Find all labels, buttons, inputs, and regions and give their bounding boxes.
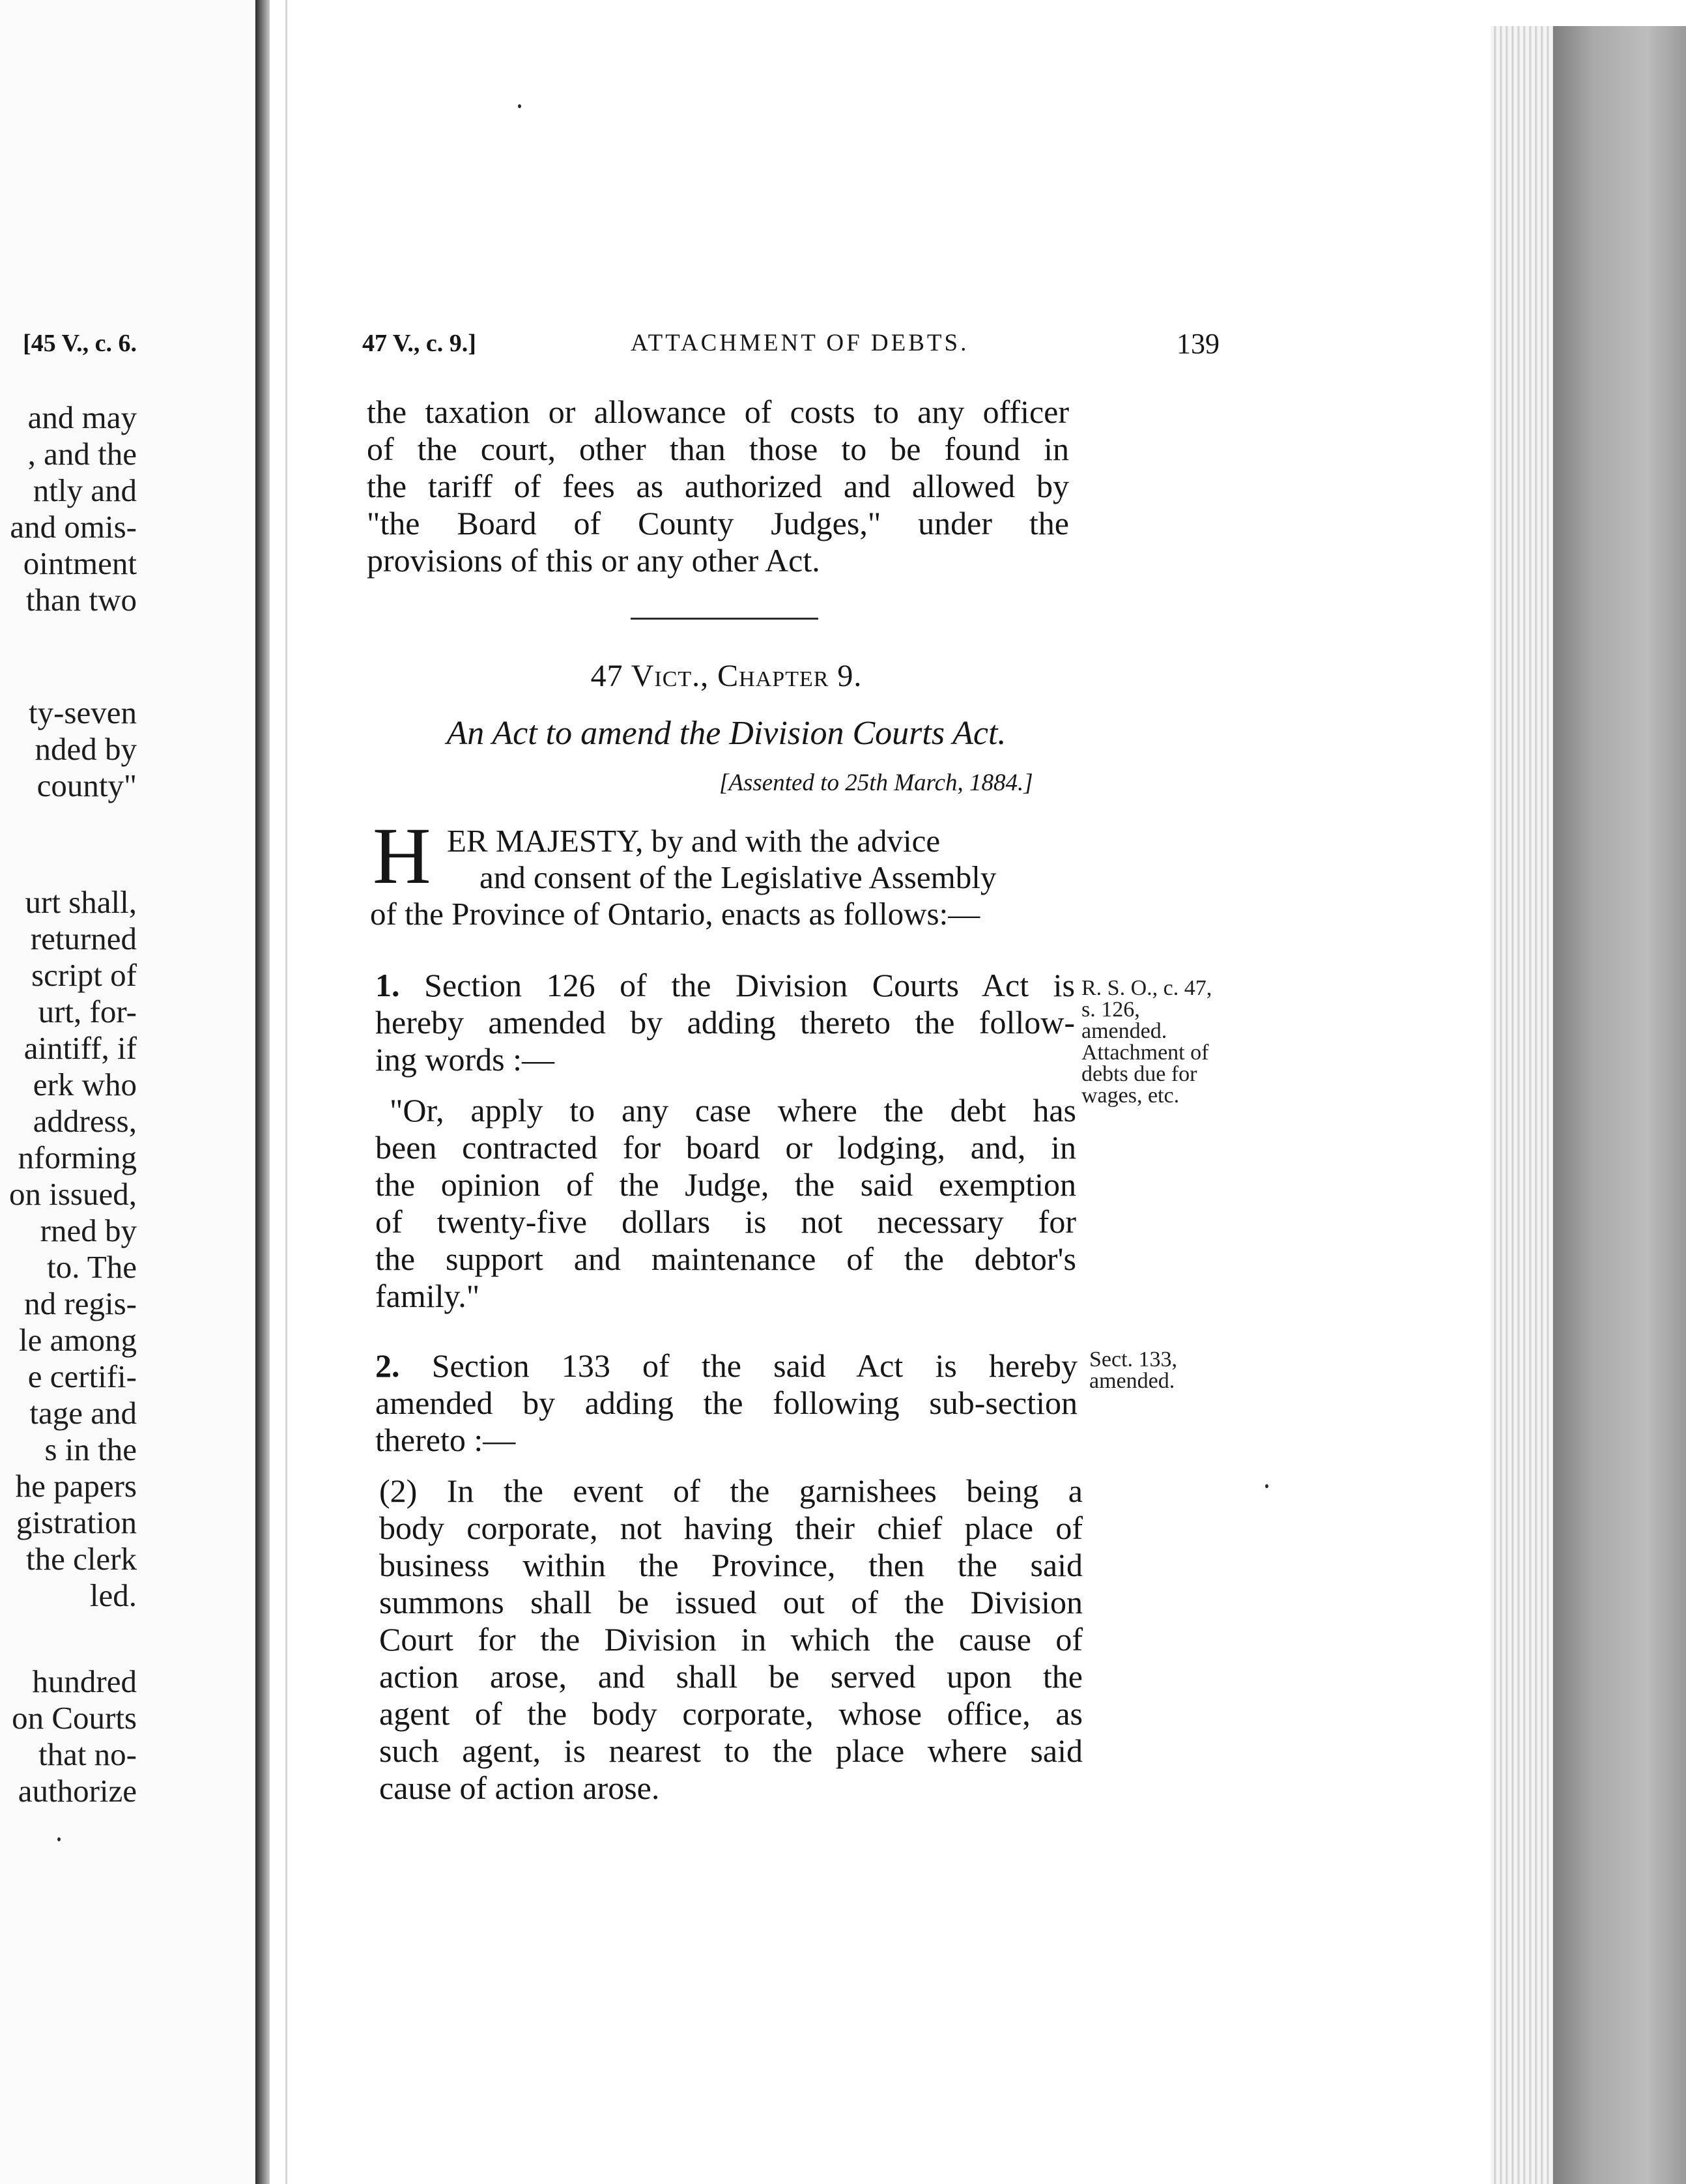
text-line: agent of the body corporate, whose office, as	[379, 1695, 1083, 1732]
margin-note-line: debts due for	[1081, 1062, 1197, 1086]
left-page-line: gistration	[16, 1504, 137, 1540]
text-line: such agent, is nearest to the place where said	[379, 1732, 1083, 1769]
text-line: thereto :—	[375, 1422, 516, 1458]
left-page-line: authorize	[18, 1773, 137, 1809]
section-number: 2.	[375, 1347, 400, 1384]
left-page-line: nd regis-	[24, 1286, 137, 1321]
subsection-2	[379, 1473, 1083, 1807]
left-page-line: than two	[25, 582, 137, 618]
left-page-line: s in the	[44, 1431, 137, 1467]
left-page-line: aintiff, if	[23, 1030, 137, 1066]
running-head-title: ATTACHMENT OF DEBTS.	[631, 330, 969, 356]
page-edges	[1491, 26, 1553, 2184]
left-page-line: returned	[30, 921, 137, 956]
margin-note-section-1	[1081, 977, 1212, 1106]
preamble-line: and consent of the Legislative Assembly	[479, 859, 997, 895]
left-page-running-head: [45 V., c. 6.	[23, 330, 137, 357]
book-cover-edge	[1553, 26, 1686, 2184]
margin-note-line: wages, etc.	[1081, 1084, 1180, 1108]
left-page-line: , and the	[27, 436, 137, 472]
left-page-line: on Courts	[12, 1700, 137, 1736]
section-text: Section 133 of the said Act is hereby	[431, 1347, 1078, 1384]
left-page-line: county"	[36, 768, 137, 803]
margin-note-line: s. 126,	[1081, 998, 1140, 1022]
text-line: of twenty-five dollars is not necessary for	[375, 1203, 1076, 1240]
left-page-line: the clerk	[25, 1541, 137, 1577]
left-page-line: on issued,	[9, 1176, 137, 1212]
margin-note-line: Attachment of	[1081, 1041, 1209, 1065]
text-line: business within the Province, then the said	[379, 1547, 1083, 1583]
chapter-heading	[365, 658, 1088, 694]
carryover-paragraph	[367, 394, 1069, 579]
left-page-fragment	[0, 0, 261, 2184]
text-line: body corporate, not having their chief place of	[379, 1510, 1083, 1546]
text-line: Court for the Division in which the cause of	[379, 1621, 1083, 1658]
section-number: 1.	[375, 967, 400, 1003]
left-page-line: rned by	[40, 1213, 137, 1248]
text-line: the opinion of the Judge, the said exemption	[375, 1166, 1076, 1203]
page-number: 139	[1177, 328, 1220, 360]
assent-date: [Assented to 25th March, 1884.]	[719, 769, 1033, 796]
margin-note-line: R. S. O., c. 47,	[1081, 976, 1212, 1000]
left-page-line: ointment	[23, 545, 137, 581]
left-page-line: erk who	[33, 1067, 137, 1102]
text-line: (2) In the event of the garnishees being a	[379, 1473, 1083, 1509]
section-1	[375, 967, 1075, 1078]
scan-speck	[518, 104, 521, 108]
text-line: "Or, apply to any case where the debt has	[390, 1092, 1076, 1128]
left-page-line: that no-	[38, 1736, 137, 1772]
left-page-line: and omis-	[10, 509, 137, 545]
text-line: the taxation or allowance of costs to any officer	[367, 394, 1069, 430]
text-line: the tariff of fees as authorized and allowed by	[367, 468, 1069, 504]
left-page-line: address,	[33, 1103, 137, 1139]
text-line	[375, 1347, 1078, 1385]
left-page-line: and may	[27, 399, 137, 435]
text-line: amended by adding the following sub-section	[375, 1385, 1078, 1421]
text-line: ing words :—	[375, 1041, 554, 1078]
chapter-heading-text: 47 Vict., Chapter 9.	[590, 659, 863, 693]
section-divider-rule	[631, 618, 818, 620]
margin-note-section-2	[1089, 1349, 1177, 1392]
text-line: the support and maintenance of the debtor's	[375, 1241, 1076, 1277]
margin-note-line: Sect. 133,	[1089, 1347, 1178, 1372]
left-page-line: ntly and	[33, 472, 137, 508]
scan-speck	[1265, 1484, 1268, 1488]
left-page-line: ty-seven	[29, 695, 137, 730]
scan-speck	[57, 1837, 61, 1841]
text-line	[375, 967, 1075, 1004]
left-page-line: hundred	[32, 1663, 137, 1699]
left-page-line: he papers	[15, 1468, 137, 1504]
left-page-line: script of	[31, 957, 137, 993]
text-line: been contracted for board or lodging, and, in	[375, 1129, 1076, 1166]
left-page-line: le among	[19, 1322, 137, 1358]
text-line: "the Board of County Judges," under the	[367, 505, 1069, 541]
act-title: An Act to amend the Division Courts Act.	[446, 715, 1007, 752]
left-page-line: led.	[89, 1577, 137, 1613]
left-page-line: nforming	[18, 1140, 137, 1175]
drop-cap: H	[373, 811, 431, 900]
left-page-line: to. The	[47, 1249, 137, 1285]
text-line: provisions of this or any other Act.	[367, 542, 820, 579]
text-line: summons shall be issued out of the Division	[379, 1584, 1083, 1620]
left-page-line: urt, for-	[38, 994, 137, 1029]
section-text: Section 126 of the Division Courts Act is	[424, 967, 1076, 1003]
section-2	[375, 1347, 1078, 1459]
left-page-line: e certifi-	[27, 1358, 137, 1394]
left-page-line: nded by	[35, 731, 137, 767]
margin-note-line: amended.	[1089, 1369, 1175, 1393]
section-1-quoted-text	[375, 1092, 1076, 1315]
book-gutter	[255, 0, 270, 2184]
left-page-line: urt shall,	[25, 884, 137, 920]
preamble-line: of the Province of Ontario, enacts as follows:—	[370, 896, 980, 932]
running-head-chapter-ref: 47 V., c. 9.]	[362, 330, 476, 357]
preamble-line: ER MAJESTY, by and with the advice	[447, 823, 941, 859]
text-line: of the court, other than those to be found in	[367, 431, 1069, 467]
text-line: family."	[375, 1278, 480, 1314]
text-line: hereby amended by adding thereto the follow-	[375, 1004, 1075, 1041]
left-page-line: tage and	[29, 1395, 137, 1431]
margin-note-line: amended.	[1081, 1019, 1167, 1043]
text-line: cause of action arose.	[379, 1770, 660, 1806]
text-line: action arose, and shall be served upon the	[379, 1658, 1083, 1695]
